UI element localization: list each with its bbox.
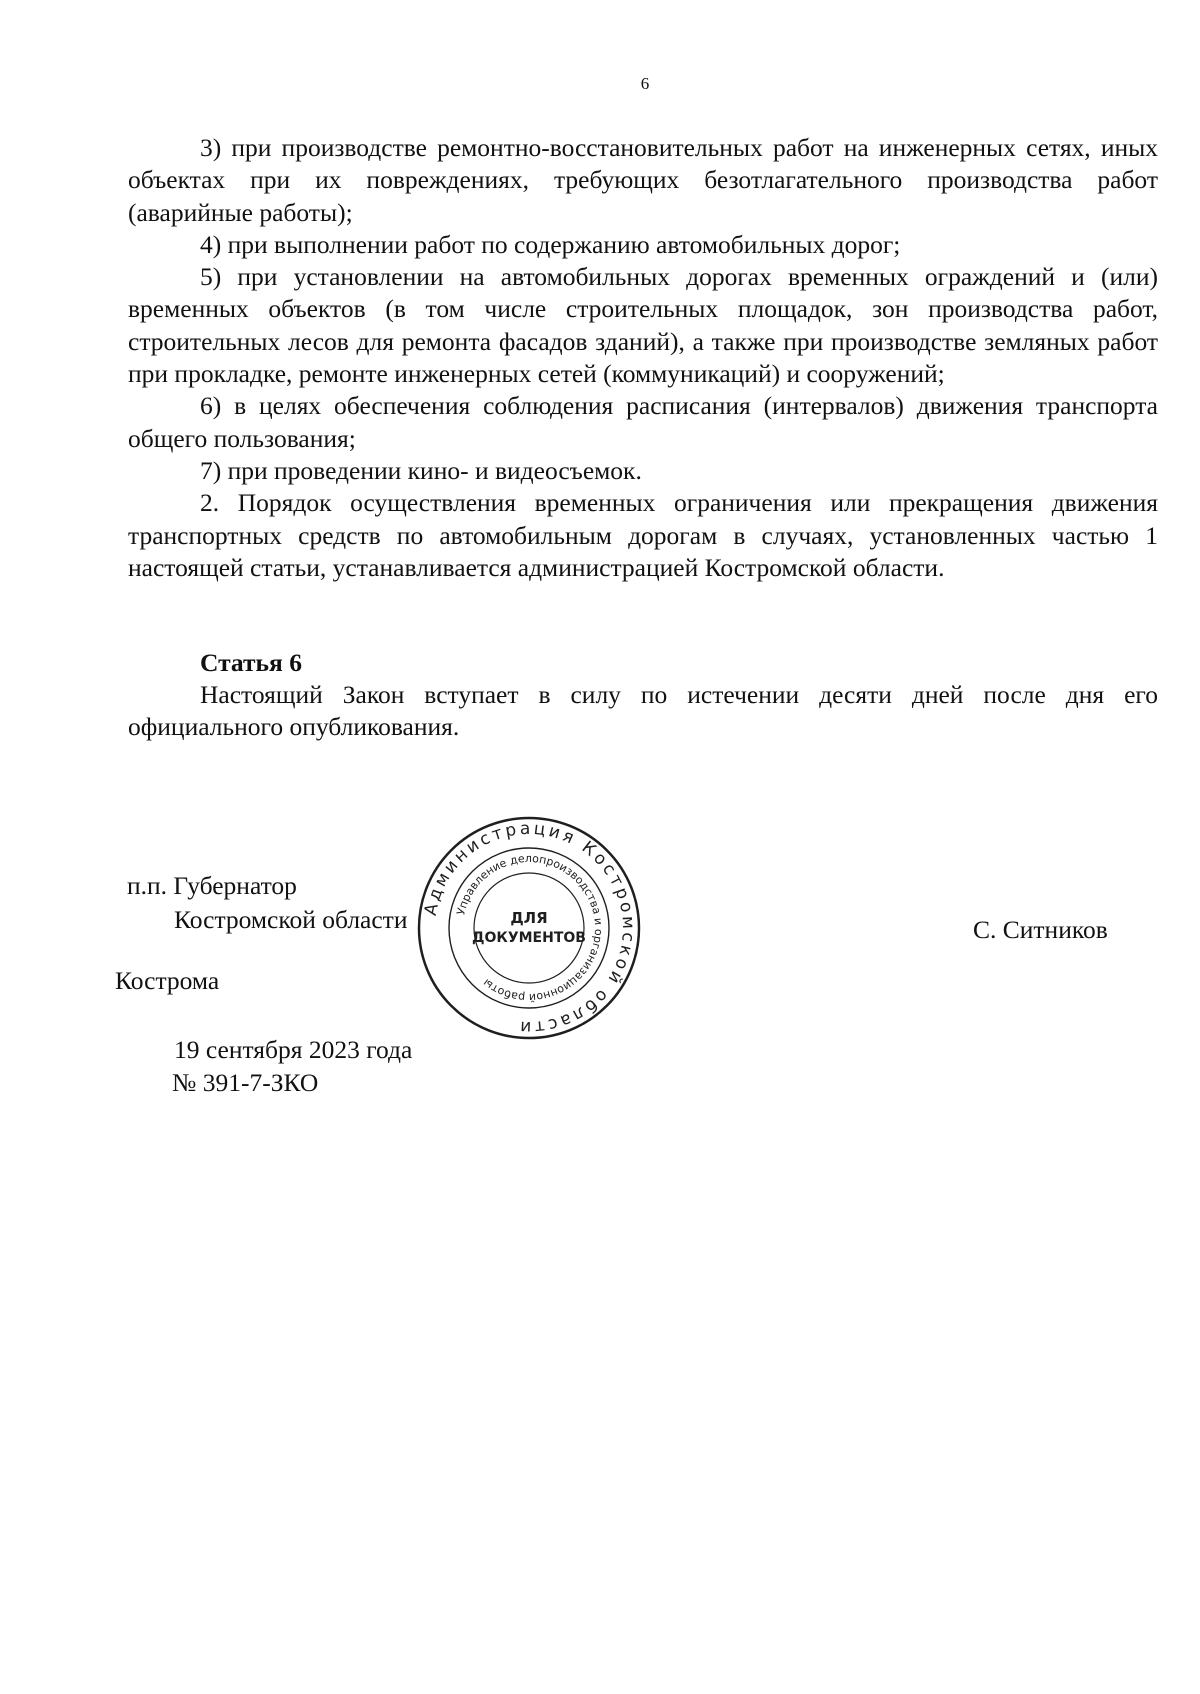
stamp-center-line1: ДЛЯ	[510, 909, 548, 927]
signatory-position-line2: Костромской области	[174, 905, 408, 934]
city: Кострома	[115, 966, 220, 995]
paragraph-item-5: 5) при установлении на автомобильных дорогах временных ограждений и (или) временных объектов (в том числе строительных площадок, зон производства работ, строительных лесов для ремонта фасадов зданий), а также при производстве земляных работ при прокладке, ремонте инженерных сетей (коммуникаций) и сооружений;	[128, 262, 1158, 389]
signatory-name: С. Ситников	[973, 915, 1108, 944]
stamp-inner-ring	[474, 873, 584, 983]
paragraph-item-3: 3) при производстве ремонтно-восстановительных работ на инженерных сетях, иных объектах при их повреждениях, требующих безотлагательного производства работ (аварийные работы);	[128, 133, 1158, 227]
paragraph-item-6: 6) в целях обеспечения соблюдения расписания (интервалов) движения транспорта общего пользования;	[128, 391, 1158, 453]
page-number: 6	[640, 74, 650, 93]
signatory-position-line1: п.п. Губернатор	[127, 871, 297, 900]
law-number: № 391-7-ЗКО	[172, 1068, 319, 1097]
stamp-inner-text: Управление делопроизводства и организационной работы	[454, 851, 606, 1005]
paragraph-item-7: 7) при проведении кино- и видеосъемок.	[200, 455, 642, 485]
signing-date: 19 сентября 2023 года	[174, 1035, 413, 1064]
paragraph-item-4: 4) при выполнении работ по содержанию автомобильных дорог;	[200, 229, 901, 259]
stamp-middle-ring	[449, 848, 609, 1008]
official-stamp	[415, 814, 643, 1042]
article-text: Настоящий Закон вступает в силу по истечении десяти дней после дня его официального опубликования.	[128, 680, 1158, 742]
stamp-outer-text: Администрация Костромской области	[420, 818, 639, 1038]
body-text	[128, 132, 1158, 584]
paragraph-part-2: 2. Порядок осуществления временных ограничения или прекращения движения транспортных средств по автомобильным дорогам в случаях, установленных частью 1 настоящей статьи, устанавливается администрацией Костромской области.	[128, 488, 1158, 582]
article-title: Статья 6	[200, 648, 302, 677]
stamp-center-line2: ДОКУМЕНТОВ	[472, 930, 586, 946]
